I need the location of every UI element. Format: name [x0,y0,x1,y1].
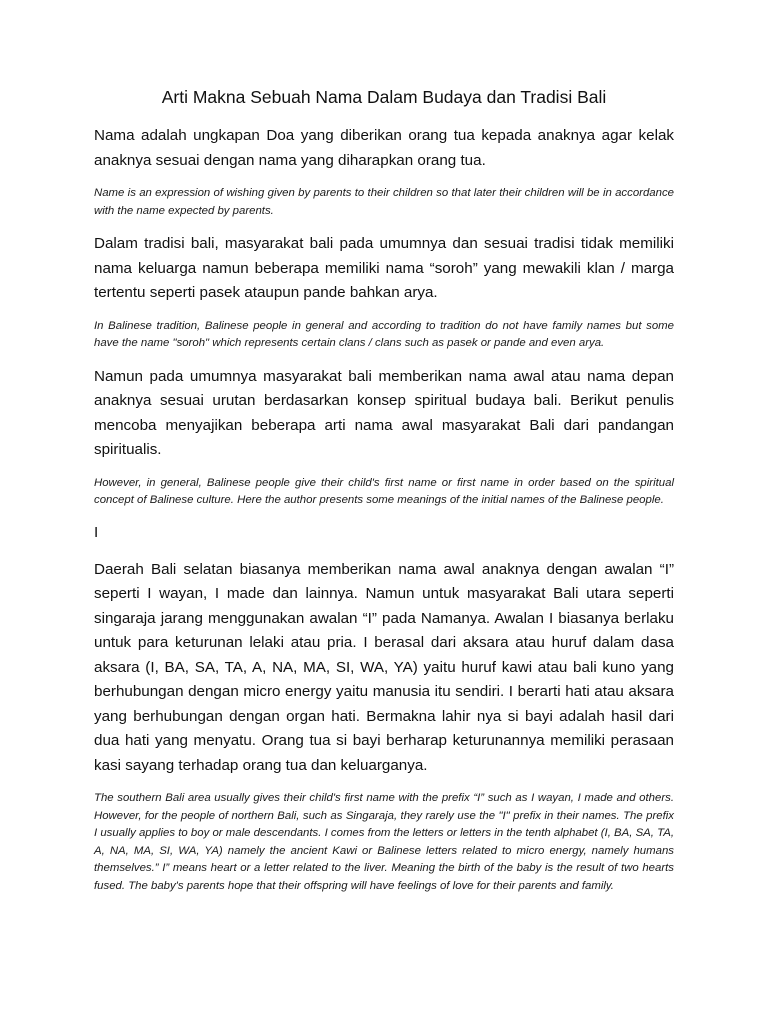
section-paragraph-english-translation: The southern Bali area usually gives their child's first name with the prefix “I” such as I wayan, I made and others. However, for the people of northern Bali, such as Singaraja, they rarely use the "I" prefix in their names. The prefix I usually applies to boy or male descendants. I comes from the letters or letters in the tenth alphabet (I, BA, SA, TA, A, NA, MA, SI, WA, YA) namely the ancient Kawi or Balinese letters related to micro energy, namely humans themselves.” I” means heart or a letter related to the liver. Meaning the birth of the baby is the result of two hearts fused. The baby's parents hope that their offspring will have feelings of love for their parents and family. [94,792,674,892]
paragraph-english-translation: However, in general, Balinese people give their child's first name or first name in order based on the spiritual concept of Balinese culture. Here the author presents some meanings of the initial names of the Balinese people. [94,476,674,506]
paragraph-english-translation: In Balinese tradition, Balinese people in general and according to tradition do not have family names but some have the name "soroh" which represents certain clans / clans such as pasek or pande and even arya. [94,319,674,349]
paragraph-indonesian: Nama adalah ungkapan Doa yang diberikan orang tua kepada anaknya agar kelak anaknya sesuai dengan nama yang diharapkan orang tua. [94,127,674,169]
paragraph-indonesian: Dalam tradisi bali, masyarakat bali pada umumnya dan sesuai tradisi tidak memiliki nama keluarga namun beberapa memiliki nama “soroh” yang mewakili klan / marga tertentu seperti pasek ataupun pande bahkan arya. [94,235,674,301]
document-title: Arti Makna Sebuah Nama Dalam Budaya dan Tradisi Bali [161,87,607,107]
section-heading-letter: I [94,523,99,541]
paragraph-english-translation: Name is an expression of wishing given by parents to their children so that later their children will be in accordance with the name expected by parents. [94,187,674,217]
section-paragraph-indonesian: Daerah Bali selatan biasanya memberikan nama awal anaknya dengan awalan “I” seperti I wayan, I made dan lainnya. Namun untuk masyarakat Bali utara seperti singaraja jarang menggunakan awalan “I” pada Namanya. Awalan I biasanya berlaku untuk para keturunan lelaki atau pria. I berasal dari aksara atau huruf dalam dasa aksara (I, BA, SA, TA, A, NA, MA, SI, WA, YA) yaitu huruf kawi atau bali kuno yang berhubungan dengan micro energy yaitu manusia itu sendiri. I berarti hati atau aksara yang berhubungan dengan organ hati. Bermakna lahir nya si bayi adalah hasil dari dua hati yang menyatu. Orang tua si bayi berharap keturunannya memiliki perasaan kasi sayang terhadap orang tua dan keluarganya. [94,560,674,774]
paragraph-indonesian: Namun pada umumnya masyarakat bali memberikan nama awal atau nama depan anaknya sesuai urutan berdasarkan konsep spiritual budaya bali. Berikut penulis mencoba menyajikan beberapa arti nama awal masyarakat Bali dari pandangan spiritualis. [94,367,674,458]
